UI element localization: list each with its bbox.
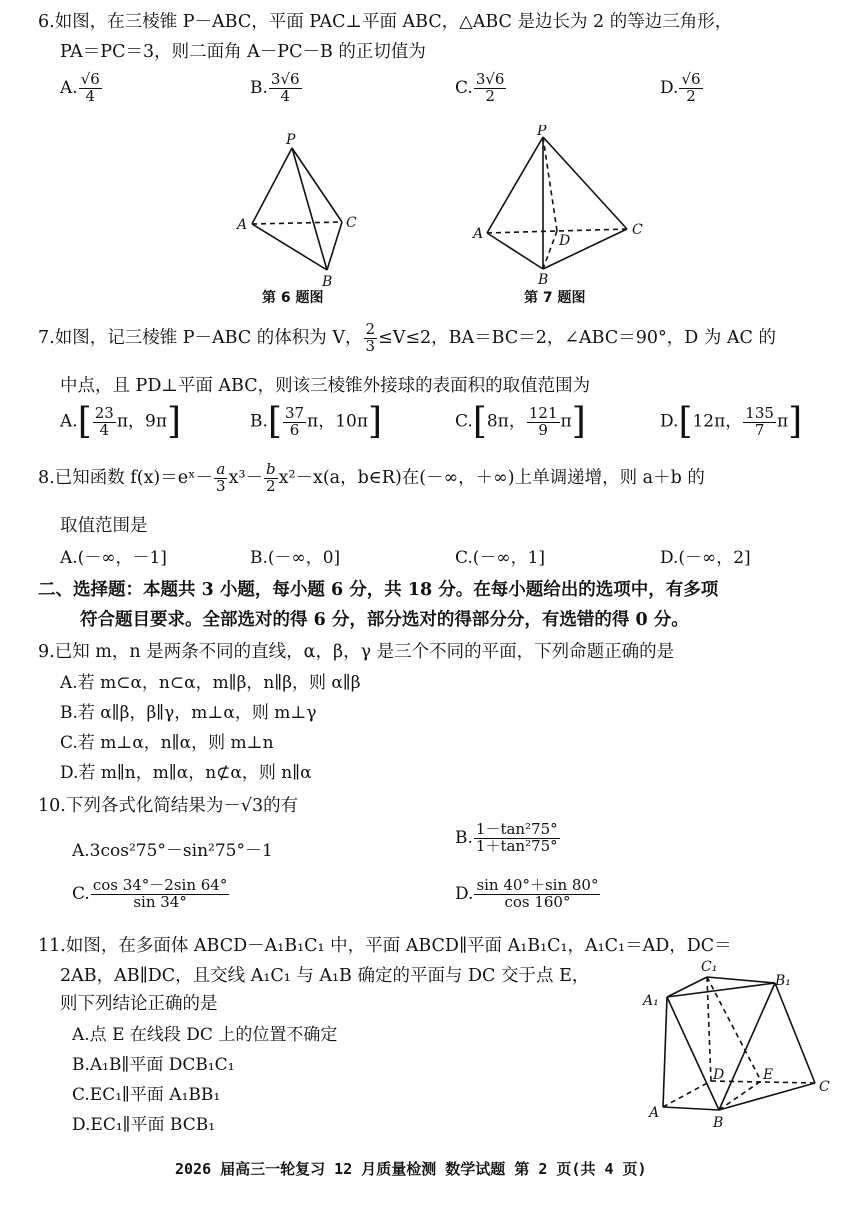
fig11-label-d: D	[713, 1067, 725, 1083]
q7-option-b[interactable]: B.[ $\frac{37}{6}$ π，10π]	[250, 401, 383, 442]
q7-option-a[interactable]: A.[ $\frac{23}{4}$ π，9π]	[60, 401, 182, 442]
q10-option-d[interactable]: D. $\frac{\sin 40^\circ+\sin 80^\circ}{\cos 160^\circ}$	[455, 876, 599, 911]
q9-option-c[interactable]: C.若 m⊥α，n∥α，则 m⊥n	[60, 733, 274, 753]
q8-option-a[interactable]: A.(－∞，－1]	[60, 548, 167, 568]
fig11-label-b: B	[713, 1115, 724, 1131]
q6-option-c[interactable]: C. $\frac{3√6}{2}$	[455, 70, 505, 105]
q10-option-a[interactable]: A.3cos²75°－sin²75°－1	[72, 841, 273, 861]
section2-heading-line1: 二、选择题：本题共 3 小题，每小题 6 分，共 18 分。在每小题给出的选项中，有多项	[38, 580, 719, 600]
fig6-caption: 第 6 题图	[262, 290, 324, 306]
fig6-label-a: A	[237, 217, 248, 233]
q11-stem-line3: 则下列结论正确的是	[60, 994, 218, 1014]
fig7-label-d: D	[559, 233, 571, 249]
q8-stem-line1: 8.已知函数 f(x)＝eˣ－ $\frac{a}{3}$ x³－ $\frac{b}{2}$ x²－x(a，b∈R)在(－∞，＋∞)上单调递增，则 a＋b 的	[38, 460, 705, 495]
q8-option-d[interactable]: D.(－∞，2]	[660, 548, 751, 568]
q7-option-d[interactable]: D.[12π， $\frac{135}{7}$ π]	[660, 401, 803, 442]
figure-q7	[465, 125, 655, 290]
fig7-label-b: B	[538, 272, 549, 288]
figure-q6	[230, 130, 370, 290]
q10-option-b[interactable]: B. $\frac{\text{1－tan²75°}}{\text{1＋tan²75°}}$	[455, 820, 558, 855]
q8-stem-line2: 取值范围是	[60, 516, 148, 536]
q6-option-a[interactable]: A. $\frac{√6}{4}$	[60, 70, 100, 105]
fig11-label-b1: B₁	[775, 973, 791, 989]
fig6-label-c: C	[346, 215, 357, 231]
q6-stem-line2: PA＝PC＝3，则二面角 A－PC－B 的正切值为	[60, 42, 426, 62]
q9-stem: 9.已知 m，n 是两条不同的直线，α，β，γ 是三个不同的平面，下列命题正确的是	[38, 642, 675, 662]
fig7-label-a: A	[473, 226, 484, 242]
q11-stem-line1: 11.如图，在多面体 ABCD－A₁B₁C₁ 中，平面 ABCD∥平面 A₁B₁C₁，A₁C₁＝AD，DC＝	[38, 936, 732, 956]
fig11-label-a: A	[649, 1105, 660, 1121]
fig11-label-e: E	[763, 1067, 774, 1083]
q8-option-c[interactable]: C.(－∞，1]	[455, 548, 546, 568]
q9-option-b[interactable]: B.若 α∥β，β∥γ，m⊥α，则 m⊥γ	[60, 703, 317, 723]
fig7-caption: 第 7 题图	[524, 290, 586, 306]
q7-stem-line2: 中点，且 PD⊥平面 ABC，则该三棱锥外接球的表面积的取值范围为	[60, 376, 591, 396]
fig6-label-p: P	[286, 132, 296, 148]
q11-option-a[interactable]: A.点 E 在线段 DC 上的位置不确定	[72, 1025, 338, 1045]
section2-heading-line2: 符合题目要求。全部选对的得 6 分，部分选对的得部分分，有选错的得 0 分。	[80, 610, 689, 630]
q7-option-c[interactable]: C.[8π， $\frac{121}{9}$ π]	[455, 401, 586, 442]
figure-q11	[635, 955, 845, 1135]
q6-option-b[interactable]: B. $\frac{3√6}{4}$	[250, 70, 300, 105]
fig7-label-p: P	[537, 125, 547, 139]
q6-option-d[interactable]: D. $\frac{√6}{2}$	[660, 70, 701, 105]
q9-option-d[interactable]: D.若 m∥n，m∥α，n⊄α，则 n∥α	[60, 763, 312, 783]
q7-stem-line1: 7.如图，记三棱锥 P－ABC 的体积为 V， $\frac{2}{3}$ ≤V≤2，BA＝BC＝2，∠ABC＝90°，D 为 AC 的	[38, 320, 777, 355]
q9-option-a[interactable]: A.若 m⊂α，n⊂α，m∥β，n∥β，则 α∥β	[60, 673, 361, 693]
fig11-label-c: C	[819, 1079, 830, 1095]
q11-option-d[interactable]: D.EC₁∥平面 BCB₁	[72, 1115, 216, 1135]
q11-option-b[interactable]: B.A₁B∥平面 DCB₁C₁	[72, 1055, 235, 1075]
fig11-label-c1: C₁	[701, 959, 718, 975]
q10-stem: 10.下列各式化简结果为－√3的有	[38, 796, 299, 816]
fig11-label-a1: A₁	[643, 993, 659, 1009]
q11-option-c[interactable]: C.EC₁∥平面 A₁BB₁	[72, 1085, 221, 1105]
fig6-label-b: B	[322, 274, 333, 290]
q10-option-c[interactable]: C. $\frac{\cos 34^\circ-2\sin 64^\circ}{\sin 34^\circ}$	[72, 876, 228, 911]
q6-stem-line1: 6.如图，在三棱锥 P－ABC，平面 PAC⊥平面 ABC，△ABC 是边长为 2 的等边三角形，	[38, 12, 733, 32]
q11-stem-line2: 2AB，AB∥DC，且交线 A₁C₁ 与 A₁B 确定的平面与 DC 交于点 E，	[60, 966, 590, 986]
q8-option-b[interactable]: B.(－∞，0]	[250, 548, 341, 568]
page-footer: 2026 届高三一轮复习 12 月质量检测 数学试题 第 2 页(共 4 页)	[175, 1160, 647, 1178]
fig7-label-c: C	[632, 222, 643, 238]
